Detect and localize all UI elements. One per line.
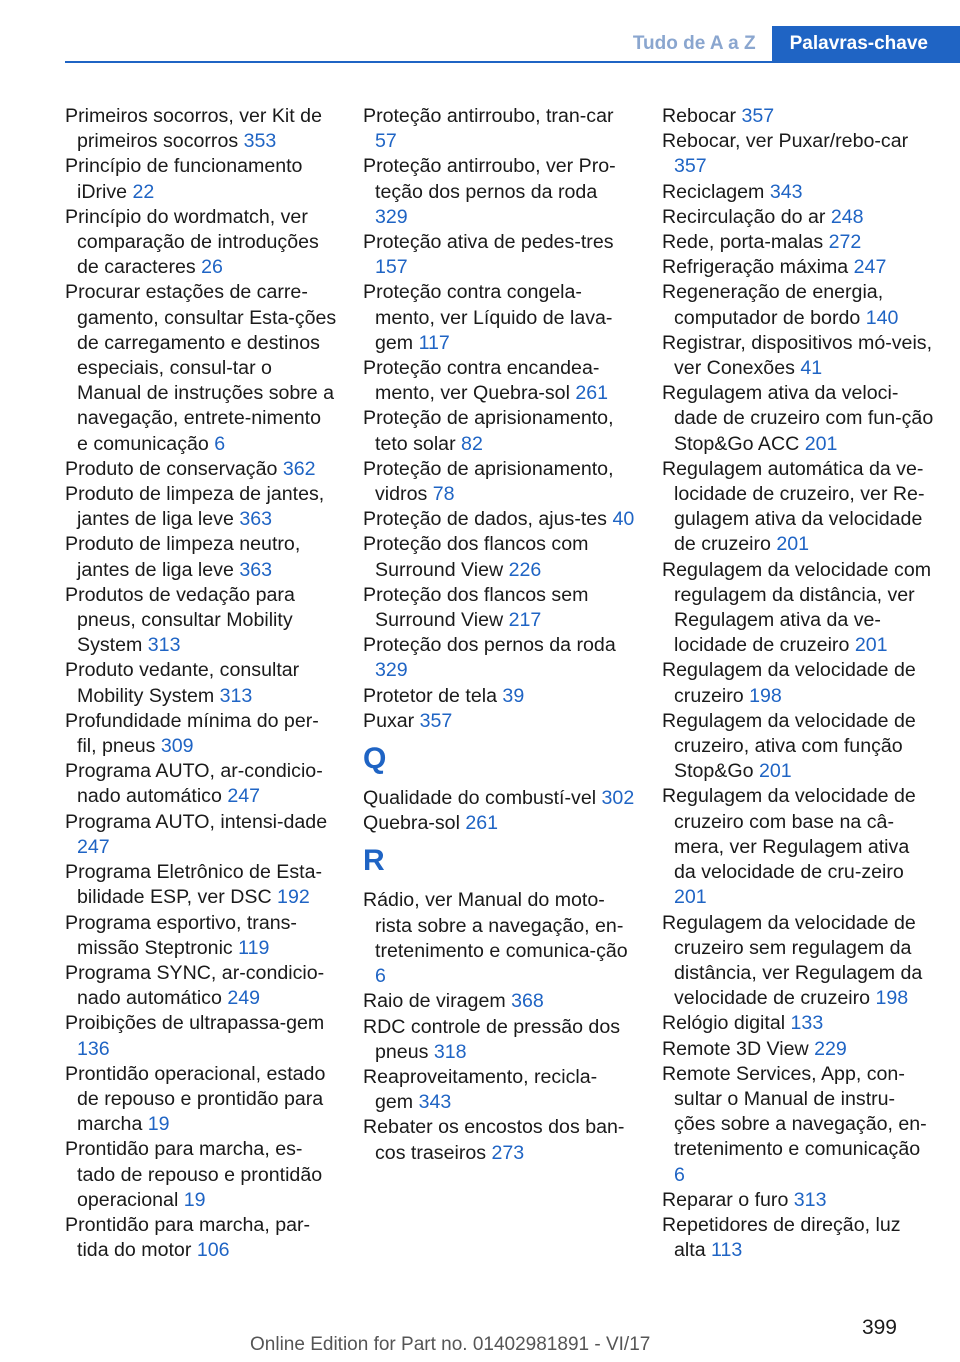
index-entry-text: Reciclagem bbox=[662, 180, 770, 203]
index-entry-text: Remote 3D View bbox=[662, 1037, 815, 1060]
index-page-link[interactable]: 41 bbox=[800, 357, 823, 380]
index-page-link[interactable]: 157 bbox=[375, 256, 408, 279]
index-page-link[interactable]: 363 bbox=[239, 558, 273, 581]
index-entry-text: Regulagem da velocidade de cruzeiro com base na câ‐mera, ver Regulagem ativa da velocidade de cru‐zeiro bbox=[662, 785, 916, 884]
index-page-link[interactable]: 272 bbox=[828, 231, 862, 254]
index-entry-text: Produtos de vedação para pneus, consultar Mobility System bbox=[65, 583, 295, 657]
index-entry-text: Proteção dos flancos com Surround View bbox=[363, 533, 589, 581]
index-entry-text: Princípio do wordmatch, ver comparação de introduções de caracteres bbox=[65, 205, 319, 279]
index-entry bbox=[65, 154, 337, 204]
index-entry bbox=[65, 457, 337, 482]
index-page-link[interactable]: 26 bbox=[201, 256, 223, 279]
index-entry-text: Produto de limpeza neutro, jantes de liga leve bbox=[65, 533, 301, 581]
index-entry-text: Rebater os encostos dos ban‐cos traseiros bbox=[363, 1116, 625, 1164]
index-entry bbox=[363, 104, 635, 154]
index-entry-text: Regulagem da velocidade de cruzeiro, ativa com função Stop&Go bbox=[662, 709, 916, 783]
index-entry bbox=[65, 1137, 337, 1213]
index-entry-text: Qualidade do combustí‐vel bbox=[363, 787, 602, 810]
index-page-link[interactable]: 217 bbox=[508, 609, 542, 632]
index-entry-text: Regeneração de energia, computador de bordo bbox=[662, 281, 884, 329]
index-entry bbox=[363, 583, 635, 633]
index-entry-text: Primeiros socorros, ver Kit de primeiros socorros bbox=[65, 105, 322, 153]
index-entry bbox=[65, 280, 337, 456]
index-entry-text: Produto de conservação bbox=[65, 457, 283, 480]
index-entry-text: Regulagem da velocidade com regulagem da distância, ver Regulagem ativa da ve‐locidade de cruzeiro bbox=[662, 558, 932, 657]
index-entry-text: Produto de limpeza de jantes, jantes de liga leve bbox=[65, 483, 325, 531]
index-page-link[interactable]: 82 bbox=[461, 432, 483, 455]
index-entry bbox=[662, 658, 934, 708]
index-page-link[interactable]: 19 bbox=[183, 1188, 206, 1211]
index-entry-text: Reaproveitamento, recicla‐gem bbox=[363, 1065, 598, 1114]
index-entry-text: Repetidores de direção, luz alta bbox=[662, 1213, 901, 1262]
header-divider bbox=[65, 61, 960, 63]
index-entry-text: Proteção contra congela‐mento, ver Líquido de lava‐gem bbox=[363, 281, 613, 354]
index-entry bbox=[363, 406, 635, 456]
index-page-link[interactable]: 19 bbox=[147, 1113, 170, 1136]
index-page-link[interactable]: 229 bbox=[814, 1037, 847, 1060]
index-entry bbox=[662, 381, 934, 457]
index-page-link[interactable]: 247 bbox=[227, 785, 261, 808]
index-entry-text: Rede, porta-malas bbox=[662, 231, 829, 254]
index-entry bbox=[363, 280, 635, 356]
index-page-link[interactable]: 39 bbox=[502, 684, 525, 707]
index-entry-text: Profundidade mínima do per‐fil, pneus bbox=[65, 709, 319, 758]
index-entry bbox=[65, 532, 337, 582]
index-page-link[interactable]: 201 bbox=[776, 533, 810, 556]
index-entry-text: Refrigeração máxima bbox=[662, 256, 854, 279]
index-entry-text: Programa AUTO, intensi‐dade bbox=[65, 810, 328, 833]
index-entry bbox=[662, 331, 934, 381]
index-entry-text: Proteção antirroubo, ver Pro‐teção dos pernos da roda bbox=[363, 155, 616, 203]
footer-edition: Online Edition for Part no. 01402981891 - VI/17 bbox=[250, 1334, 651, 1355]
page-header bbox=[617, 26, 960, 62]
index-entry-text: Rádio, ver Manual do moto‐rista sobre a navegação, en‐tretenimento e comunica‐ção bbox=[363, 889, 628, 962]
index-entry bbox=[363, 1065, 635, 1115]
index-entry-text: Proteção antirroubo, tran‐car bbox=[363, 105, 614, 127]
index-entry bbox=[363, 888, 635, 989]
index-entry-text: Programa AUTO, ar-condicio‐nado automático bbox=[65, 760, 323, 808]
index-page-link[interactable]: 113 bbox=[711, 1239, 743, 1262]
index-entry bbox=[662, 457, 934, 558]
index-entry-text: Proteção de dados, ajus‐tes bbox=[363, 508, 613, 531]
index-page-link[interactable]: 40 bbox=[612, 508, 635, 531]
index-page-link[interactable]: 302 bbox=[601, 787, 635, 810]
index-page-link[interactable]: 119 bbox=[238, 936, 270, 959]
index-entry bbox=[363, 1115, 635, 1165]
index-entry-text: RDC controle de pressão dos pneus bbox=[363, 1015, 621, 1063]
index-entry-text: Programa esportivo, trans‐missão Steptronic bbox=[65, 911, 297, 959]
tab-palavras-chave[interactable]: Palavras-chave bbox=[772, 26, 960, 62]
index-page-link[interactable]: 368 bbox=[511, 990, 544, 1013]
index-entry bbox=[65, 860, 337, 910]
index-page-link[interactable]: 140 bbox=[865, 306, 899, 329]
page-number: 399 bbox=[861, 1316, 897, 1339]
index-page-link[interactable]: 357 bbox=[419, 709, 453, 732]
index-entry-text: Prontidão operacional, estado de repouso e prontidão para marcha bbox=[65, 1062, 326, 1136]
index-entry bbox=[662, 180, 934, 205]
index-page-link[interactable]: 78 bbox=[432, 483, 455, 506]
index-entry bbox=[662, 1213, 934, 1263]
index-entry bbox=[363, 457, 635, 507]
index-page-link[interactable]: 6 bbox=[674, 1163, 685, 1186]
index-entry bbox=[65, 1062, 337, 1138]
index-entry bbox=[662, 1037, 934, 1062]
index-entry bbox=[363, 507, 635, 532]
index-entry-text: Regulagem automática da ve‐locidade de cruzeiro, ver Re‐gulagem ativa da velocidade de cruzeiro bbox=[662, 457, 925, 556]
index-entry-text: Rebocar bbox=[662, 105, 742, 127]
index-column-2 bbox=[363, 104, 635, 1166]
index-page-link[interactable]: 226 bbox=[508, 558, 542, 581]
index-page-link[interactable]: 117 bbox=[418, 331, 450, 354]
index-page-link[interactable]: 248 bbox=[830, 205, 864, 228]
index-entry-text: Princípio de funcionamento iDrive bbox=[65, 155, 303, 203]
index-entry bbox=[363, 230, 635, 280]
index-entry bbox=[363, 154, 635, 230]
index-entry-text: Proibições de ultrapassa‐gem bbox=[65, 1012, 325, 1035]
index-entry-text: Reparar o furo bbox=[662, 1188, 794, 1211]
index-entry-text: Puxar bbox=[363, 709, 420, 732]
index-entry bbox=[363, 989, 635, 1014]
index-entry bbox=[363, 786, 635, 811]
index-page-link[interactable]: 261 bbox=[465, 812, 499, 835]
index-entry bbox=[363, 709, 635, 734]
index-entry bbox=[65, 205, 337, 281]
index-entry bbox=[65, 709, 337, 759]
index-entry bbox=[662, 104, 934, 129]
index-page-link[interactable]: 273 bbox=[491, 1141, 525, 1164]
index-entry bbox=[65, 658, 337, 708]
index-page-link[interactable]: 133 bbox=[790, 1012, 824, 1035]
index-page-link[interactable]: 201 bbox=[804, 432, 838, 455]
index-page-link[interactable]: 249 bbox=[227, 987, 261, 1010]
index-page-link[interactable]: 313 bbox=[147, 634, 181, 657]
index-letter-heading: R bbox=[363, 844, 385, 878]
index-page-link[interactable]: 6 bbox=[214, 432, 226, 455]
index-page-link[interactable]: 201 bbox=[758, 760, 792, 783]
index-entry-text: Rebocar, ver Puxar/rebo‐car bbox=[662, 130, 909, 153]
index-page-link[interactable]: 106 bbox=[196, 1239, 230, 1262]
index-entry-text: Recirculação do ar bbox=[662, 205, 831, 228]
index-entry-text: Quebra-sol bbox=[363, 812, 466, 835]
index-entry bbox=[662, 255, 934, 280]
index-entry-text: Regulagem ativa da veloci‐dade de cruzeiro com fun‐ção Stop&Go ACC bbox=[662, 382, 934, 455]
index-entry-text: Procurar estações de carre‐gamento, consultar Esta‐ções de carregamento e destinos especiais, consul‐tar o Manual de instruções sobre a navegação, entrete‐nimento e comunicação bbox=[65, 281, 337, 455]
index-entry bbox=[662, 129, 934, 179]
index-page-link[interactable]: 22 bbox=[132, 180, 155, 203]
index-page-link[interactable]: 318 bbox=[433, 1040, 467, 1063]
index-page-link[interactable]: 363 bbox=[239, 508, 273, 531]
index-entry bbox=[662, 709, 934, 785]
index-entry-text: Proteção ativa de pedes‐tres bbox=[363, 231, 614, 254]
index-entry-text: Proteção de aprisionamento, vidros bbox=[363, 457, 614, 506]
index-entry bbox=[65, 759, 337, 809]
index-entry-text: Regulagem da velocidade de cruzeiro sem regulagem da distância, ver Regulagem da velocidade de cruzeiro bbox=[662, 911, 923, 1010]
index-entry bbox=[662, 1011, 934, 1036]
index-entry bbox=[65, 482, 337, 532]
index-page-link[interactable]: 357 bbox=[741, 105, 775, 127]
index-page-link[interactable]: 192 bbox=[277, 886, 310, 909]
index-entry bbox=[363, 356, 635, 406]
index-column-1 bbox=[65, 104, 337, 1263]
index-entry bbox=[662, 1188, 934, 1213]
index-entry-text: Registrar, dispositivos mó‐veis, ver Conexões bbox=[662, 331, 933, 380]
index-entry bbox=[363, 1015, 635, 1065]
index-page-link[interactable]: 198 bbox=[875, 987, 909, 1010]
index-page-link[interactable]: 201 bbox=[854, 634, 888, 657]
index-page-link[interactable]: 329 bbox=[375, 659, 408, 682]
index-entry bbox=[65, 911, 337, 961]
index-entry bbox=[662, 784, 934, 910]
index-page-link[interactable]: 261 bbox=[575, 382, 609, 405]
index-page-link[interactable]: 343 bbox=[769, 180, 803, 203]
index-letter-heading: Q bbox=[363, 742, 387, 776]
index-page-link[interactable]: 57 bbox=[375, 130, 397, 153]
index-entry-text: Proteção contra encandea‐mento, ver Quebra-sol bbox=[363, 357, 600, 405]
index-page-link[interactable]: 362 bbox=[282, 457, 316, 480]
index-entry-text: Proteção dos pernos da roda bbox=[363, 634, 616, 657]
index-entry bbox=[65, 104, 337, 154]
index-entry-text: Regulagem da velocidade de cruzeiro bbox=[662, 659, 916, 707]
index-entry-text: Relógio digital bbox=[662, 1012, 791, 1035]
index-entry bbox=[65, 583, 337, 659]
index-entry bbox=[662, 280, 934, 330]
index-entry bbox=[65, 1213, 337, 1263]
index-page-link[interactable]: 309 bbox=[160, 735, 194, 758]
index-entry bbox=[662, 1062, 934, 1188]
index-page-link[interactable]: 136 bbox=[77, 1037, 110, 1060]
index-entry bbox=[65, 961, 337, 1011]
index-entry bbox=[363, 684, 635, 709]
index-entry-text: Proteção de aprisionamento, teto solar bbox=[363, 407, 614, 455]
index-page-link[interactable]: 343 bbox=[418, 1091, 452, 1114]
index-page-link[interactable]: 353 bbox=[243, 130, 277, 153]
tab-tudo-de-a-a-z[interactable]: Tudo de A a Z bbox=[617, 26, 772, 62]
index-entry bbox=[65, 810, 337, 860]
index-entry bbox=[363, 811, 635, 836]
index-entry bbox=[662, 230, 934, 255]
index-page-link[interactable]: 313 bbox=[219, 684, 253, 707]
index-page-link[interactable]: 247 bbox=[853, 256, 887, 279]
index-page-link[interactable]: 198 bbox=[749, 684, 782, 707]
index-column-3 bbox=[662, 104, 934, 1263]
index-entry bbox=[363, 633, 635, 683]
index-page-link[interactable]: 247 bbox=[77, 835, 110, 858]
index-entry bbox=[662, 558, 934, 659]
index-entry-text: Programa SYNC, ar-condicio‐nado automático bbox=[65, 961, 325, 1010]
index-entry-text: Programa Eletrônico de Esta‐bilidade ESP, ver DSC bbox=[65, 861, 323, 909]
index-entry-text: Prontidão para marcha, es‐tado de repouso e prontidão operacional bbox=[65, 1138, 323, 1211]
index-page-link[interactable]: 313 bbox=[793, 1188, 827, 1211]
index-page-link[interactable]: 357 bbox=[674, 155, 707, 178]
index-entry-text: Produto vedante, consultar Mobility System bbox=[65, 659, 300, 707]
index-entry-text: Remote Services, App, con‐sultar o Manual de instru‐ções sobre a navegação, en‐tretenimento e comunicação bbox=[662, 1062, 927, 1161]
index-entry-text: Protetor de tela bbox=[363, 684, 503, 707]
index-entry bbox=[662, 205, 934, 230]
index-entry bbox=[65, 1011, 337, 1061]
index-entry bbox=[363, 532, 635, 582]
index-entry bbox=[662, 911, 934, 1012]
index-page-link[interactable]: 329 bbox=[375, 205, 408, 228]
index-page-link[interactable]: 6 bbox=[375, 965, 386, 988]
index-page-link[interactable]: 201 bbox=[674, 886, 707, 909]
index-entry-text: Raio de viragem bbox=[363, 990, 512, 1013]
index-entry-text: Proteção dos flancos sem Surround View bbox=[363, 583, 589, 632]
index-entry-text: Prontidão para marcha, par‐tida do motor bbox=[65, 1213, 311, 1262]
